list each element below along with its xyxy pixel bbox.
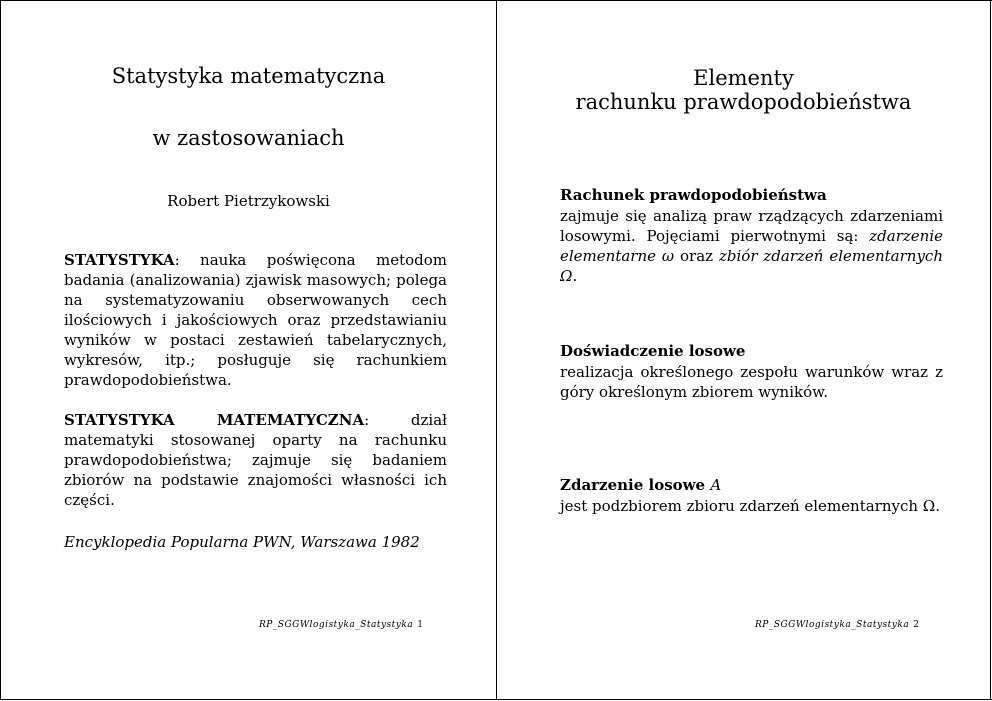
section-italic-term: zdarzenie elementarne ω: [560, 227, 943, 265]
section-italic-term: zbiór zdarzeń elementarnych Ω: [560, 247, 943, 285]
definition-text: : dział matematyki stosowanej oparty na rachunku prawdopodobieństwa; zajmuje się badaniem zbiorów na podstawie znajomości własności ich części.: [64, 411, 448, 509]
page-footer: [259, 620, 423, 630]
page-number: 1: [417, 620, 424, 630]
definition-term: STATYSTYKA: [64, 251, 175, 269]
section-text: .: [572, 267, 578, 285]
section-heading-doswiadczenie: Doświadczenie losowe: [560, 342, 746, 360]
frame-right-border: [990, 0, 991, 700]
author-name: Robert Pietrzykowski: [167, 192, 330, 210]
section-text: zajmuje się analizą praw rządzących zdarzeniami losowymi. Pojęciami pierwotnymi są:: [560, 207, 943, 245]
section-text: oraz: [674, 247, 719, 265]
right-page: [497, 0, 990, 699]
section-heading-zdarzenie: [560, 476, 721, 494]
left-page: [1, 0, 496, 699]
footer-text: RP_SGGWlogistyka_Statystyka: [259, 620, 414, 630]
definition-term: STATYSTYKA MATEMATYCZNA: [64, 411, 365, 429]
definition-statystyka-matematyczna: [64, 410, 447, 510]
section-body-rachunek: [560, 206, 943, 286]
definition-text: : nauka poświęcona metodom badania (analizowania) zjawisk masowych; polega na systematyzowaniu obserwowanych cech ilościowych i jakościowych oraz przedstawianiu wyników w postaci zestawień tabelarycznych, wykresów, itp.; posługuje się rachunkiem prawdopodobieństwa.: [64, 251, 447, 389]
section-heading-text: Zdarzenie losowe: [560, 476, 706, 494]
section-heading-variable: A: [710, 476, 722, 494]
left-title-line1: Statystyka matematyczna: [111, 64, 386, 88]
right-title-line2: rachunku prawdopodobieństwa: [575, 90, 912, 114]
section-body-doswiadczenie: realizacja określonego zespołu warunków wraz z góry określonym zbiorem wyników.: [560, 363, 943, 401]
page-number: 2: [913, 620, 920, 630]
footer-text: RP_SGGWlogistyka_Statystyka: [755, 620, 910, 630]
citation: Encyklopedia Popularna PWN, Warszawa 1982: [64, 533, 420, 551]
page-footer: [755, 620, 919, 630]
section-body-zdarzenie: jest podzbiorem zbioru zdarzeń elementarnych Ω.: [560, 497, 941, 515]
definition-statystyka: [64, 250, 447, 390]
left-title-line2: w zastosowaniach: [152, 126, 345, 150]
right-title-line1: Elementy: [693, 66, 794, 90]
section-heading-rachunek: Rachunek prawdopodobieństwa: [560, 186, 827, 204]
